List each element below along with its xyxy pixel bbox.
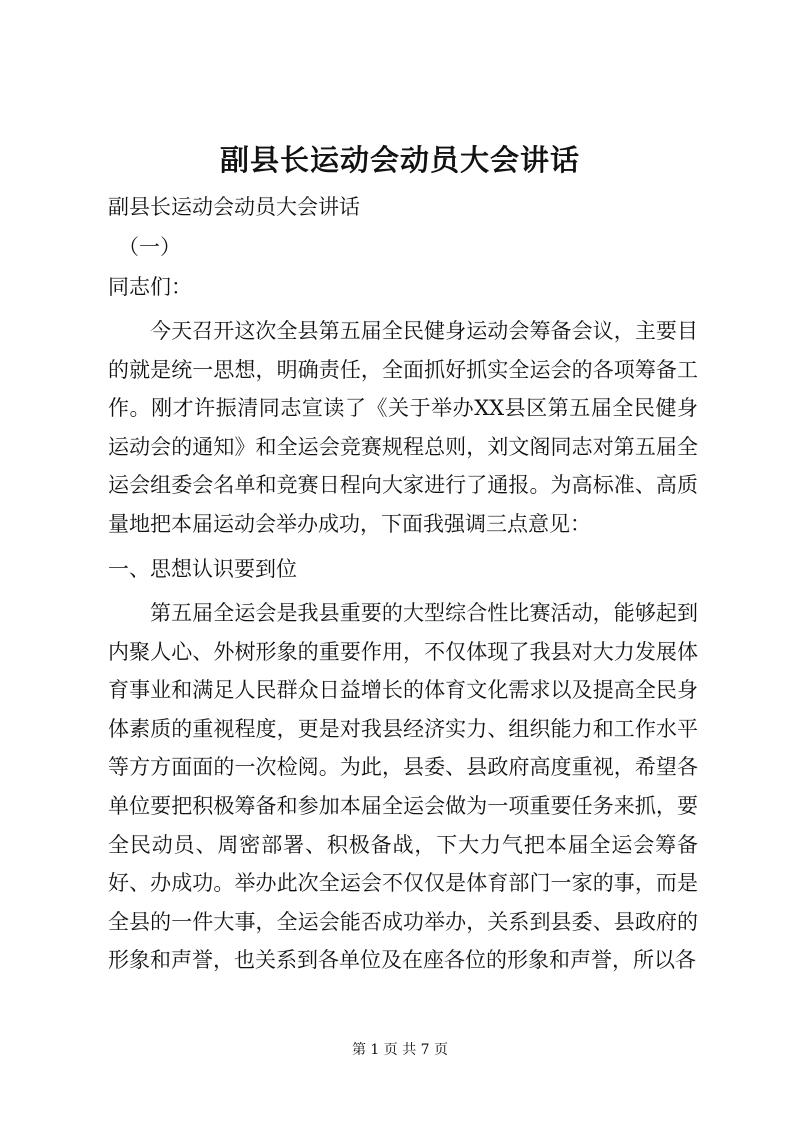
paragraph-body: 第五届全运会是我县重要的大型综合性比赛活动，能够起到内聚人心、外树形象的重要作用，不仅体现了我县对大力发展体育事业和满足人民群众日益增长的体育文化需求以及提高全民身体素质的重视程度，更是对我县经济实力、组织能力和工作水平等方方面面的一次检阅。为此，县委、县政府高度重视，希望各单位要把积极筹备和参加本届全运会做为一项重要任务来抓，要全民动员、周密部署、积极备战，下大力气把本届全运会筹备好、办成功。举办此次全运会不仅仅是体育部门一家的事，而是全县的一件大事，全运会能否成功举办，关系到县委、县政府的形象和声誉，也关系到各单位及在座各位的形象和声誉，所以各 [108, 601, 698, 973]
document-subtitle: 副县长运动会动员大会讲话 [108, 195, 360, 219]
document-title: 副县长运动会动员大会讲话 [219, 143, 580, 177]
salutation: 同志们： [108, 275, 192, 299]
section-heading: 一、思想认识要到位 [108, 557, 297, 581]
paragraph-intro: 今天召开这次全县第五届全民健身运动会筹备会议，主要目的就是统一思想，明确责任，全面抓好抓实全运会的各项筹备工作。刚才许振清同志宣读了《关于举办XX县区第五届全民健身运动会的通知》和全运会竞赛规程总则，刘文阁同志对第五届全运会组委会名单和竞赛日程向大家进行了通报。为高标准、高质量地把本届运动会举办成功，下面我强调三点意见： [108, 319, 698, 536]
section-number: （一） [118, 235, 181, 259]
page-footer: 第 1 页 共 7 页 [351, 1042, 449, 1058]
